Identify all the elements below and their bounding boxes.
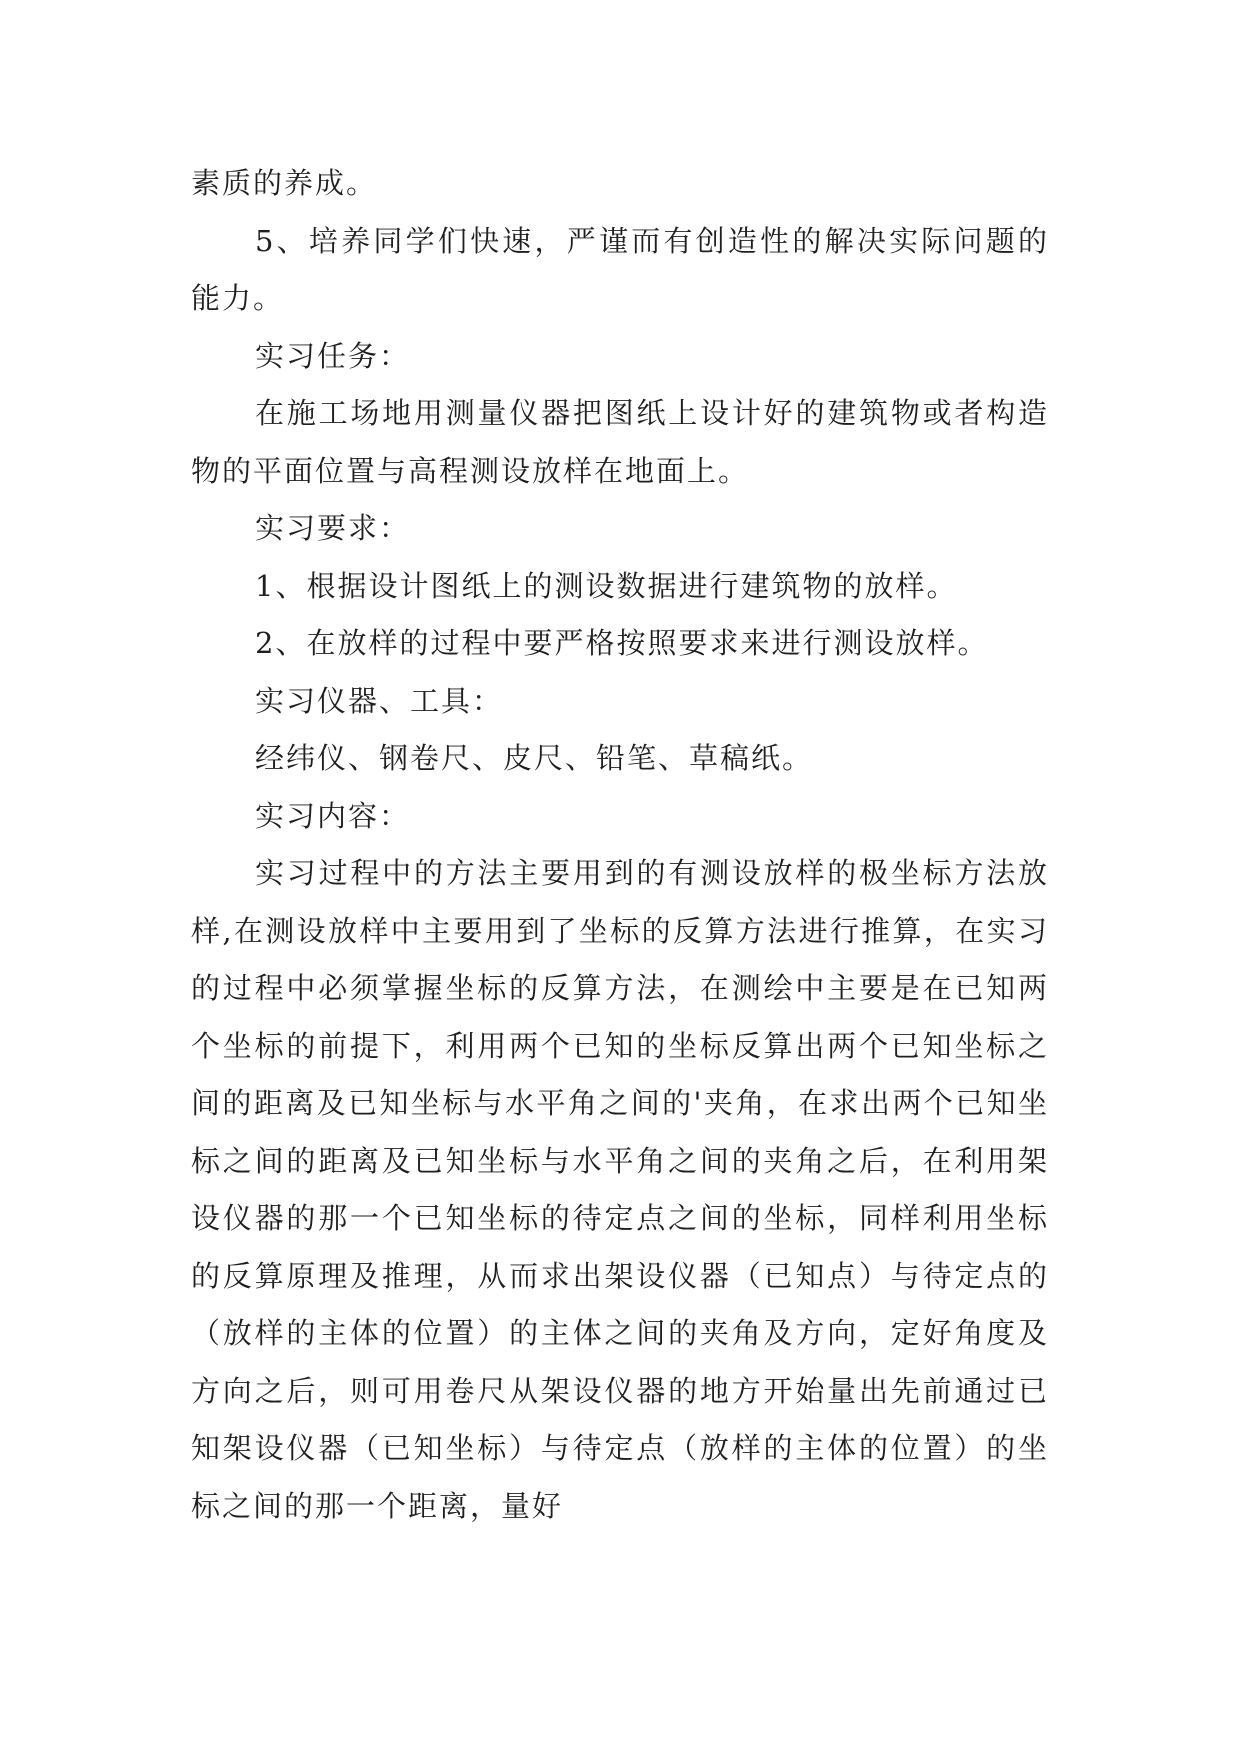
list-item: 2、在放样的过程中要严格按照要求来进行测设放样。 (255, 626, 989, 660)
paragraph: 在施工场地用测量仪器把图纸上设计好的建筑物或者构造物的平面位置与高程测设放样在地面上。 (191, 396, 1049, 488)
section-heading: 实习任务： (255, 338, 411, 373)
list-item: 1、根据设计图纸上的测设数据进行建筑物的放样。 (255, 568, 958, 603)
section-heading: 实习要求： (255, 511, 411, 545)
section-heading: 实习内容： (255, 798, 411, 833)
paragraph: 实习过程中的方法主要用到的有测设放样的极坐标方法放样,在测设放样中主要用到了坐标的反算方法进行推算，在实习的过程中必须掌握坐标的反算方法，在测绘中主要是在已知两个坐标的前提下，利用两个已知的坐标反算出两个已知坐标之间的距离及已知坐标与水平角之间的'夹角，在求出两个已知坐标之间的距离及已知坐标与水平角之间的夹角之后，在利用架设仪器的那一个已知坐标的待定点之间的坐标，同样利用坐标的反算原理及推理，从而求出架设仪器（已知点）与待定点的（放样的主体的位置）的主体之间的夹角及方向，定好角度及方向之后，则可用卷尺从架设仪器的地方开始量出先前通过已知架设仪器（已知坐标）与待定点（放样的主体的位置）的坐标之间的那一个距离，量好 (191, 856, 1049, 1523)
paragraph: 素质的养成。 (191, 166, 378, 200)
paragraph: 5、培养同学们快速，严谨而有创造性的解决实际问题的能力。 (191, 223, 1049, 315)
paragraph: 经纬仪、钢卷尺、皮尺、铅笔、草稿纸。 (255, 741, 814, 775)
section-heading: 实习仪器、工具： (255, 683, 504, 718)
document-body (191, 155, 1049, 1535)
